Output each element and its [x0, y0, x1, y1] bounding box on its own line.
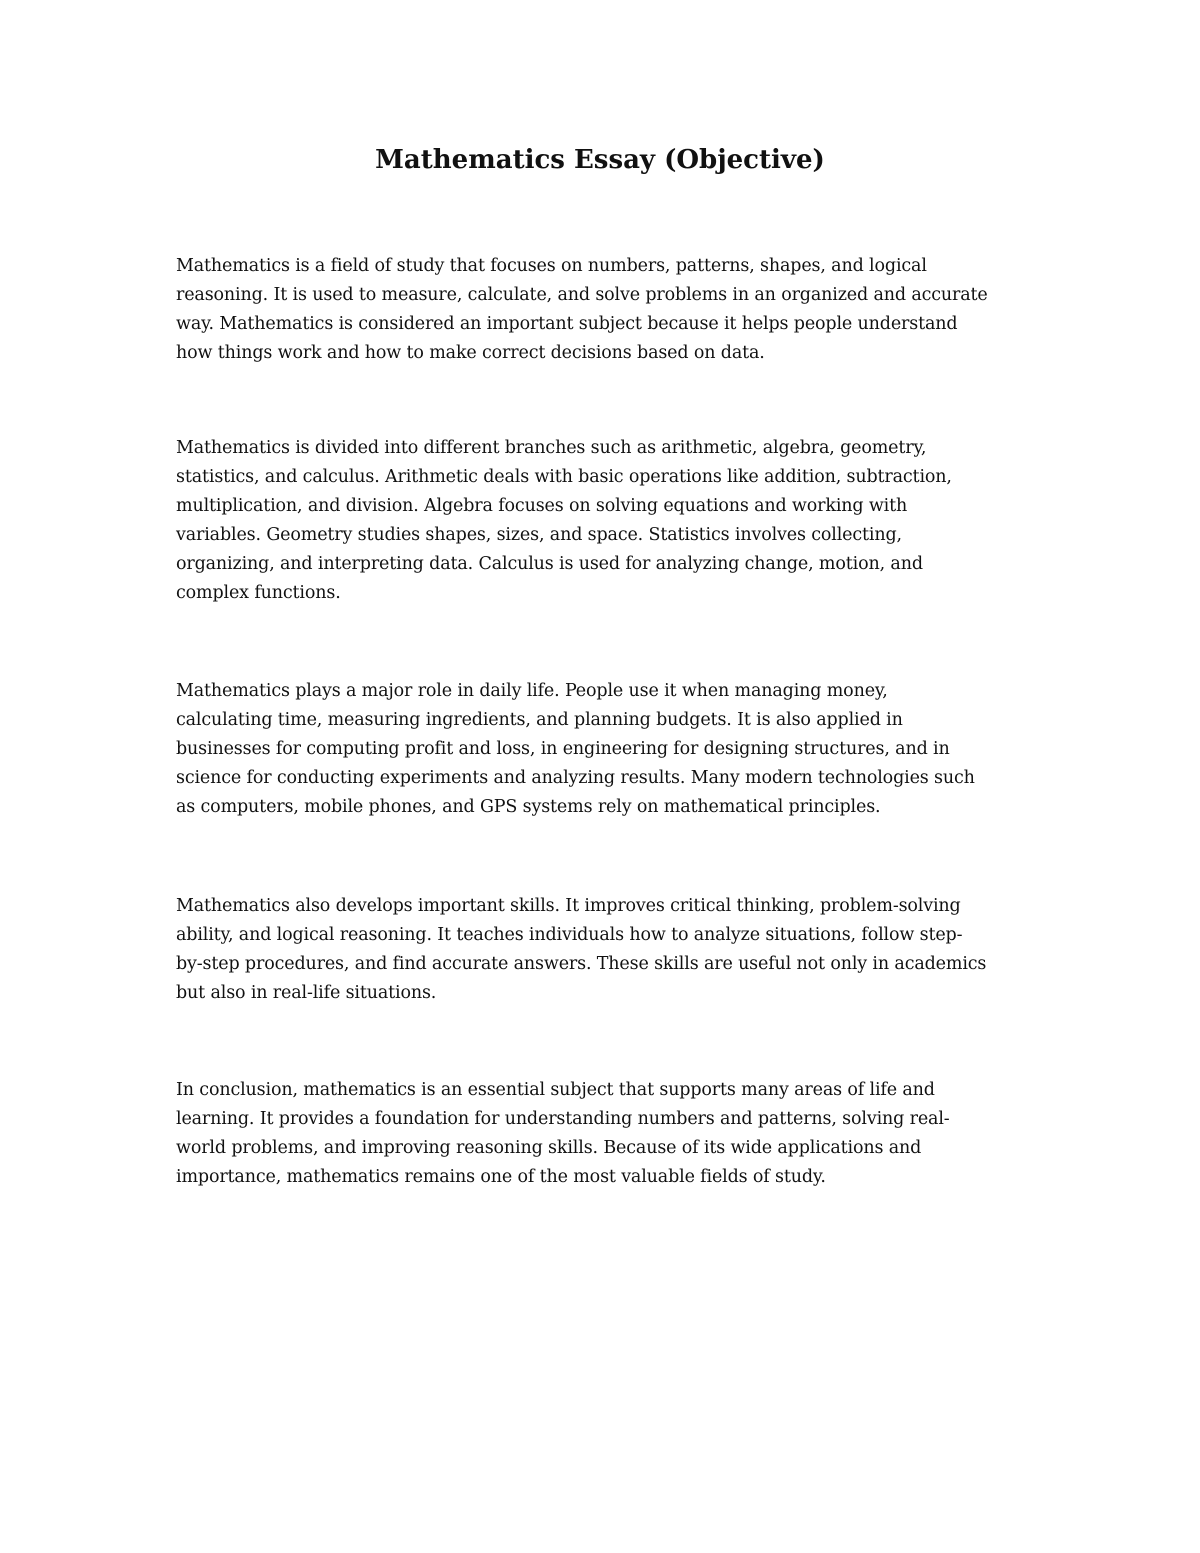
paragraph-daily-life	[176, 677, 1026, 822]
text-line: Mathematics plays a major role in daily life. People use it when managing money,	[176, 681, 888, 701]
text-line: ability, and logical reasoning. It teaches individuals how to analyze situations, follow step-	[176, 925, 963, 945]
text-line: organizing, and interpreting data. Calculus is used for analyzing change, motion, and	[176, 554, 923, 574]
text-line: statistics, and calculus. Arithmetic deals with basic operations like addition, subtraction,	[176, 467, 952, 487]
text-line: importance, mathematics remains one of the most valuable fields of study.	[176, 1167, 826, 1187]
text-line: Mathematics also develops important skills. It improves critical thinking, problem-solving	[176, 896, 961, 916]
text-line: complex functions.	[176, 583, 341, 603]
paragraph-branches	[176, 434, 1026, 608]
text-line: reasoning. It is used to measure, calculate, and solve problems in an organized and accurate	[176, 285, 988, 305]
text-line: by-step procedures, and find accurate answers. These skills are useful not only in academics	[176, 954, 987, 974]
page-title: Mathematics Essay (Objective)	[375, 145, 825, 175]
text-line: way. Mathematics is considered an important subject because it helps people understand	[176, 314, 958, 334]
paragraph-text	[176, 892, 1026, 1008]
text-line: but also in real-life situations.	[176, 983, 437, 1003]
text-line: world problems, and improving reasoning skills. Because of its wide applications and	[176, 1138, 922, 1158]
text-line: learning. It provides a foundation for understanding numbers and patterns, solving real-	[176, 1109, 950, 1129]
text-line: science for conducting experiments and analyzing results. Many modern technologies such	[176, 768, 975, 788]
text-line: as computers, mobile phones, and GPS systems rely on mathematical principles.	[176, 797, 881, 817]
text-line: Mathematics is divided into different branches such as arithmetic, algebra, geometry,	[176, 438, 927, 458]
paragraph-text	[176, 677, 1026, 822]
text-line: Mathematics is a field of study that focuses on numbers, patterns, shapes, and logical	[176, 256, 927, 276]
text-line: businesses for computing profit and loss, in engineering for designing structures, and in	[176, 739, 950, 759]
paragraph-skills	[176, 892, 1026, 1008]
paragraph-text	[176, 434, 1026, 608]
paragraph-text	[176, 1076, 1026, 1192]
paragraph-conclusion	[176, 1076, 1026, 1192]
paragraph-definition	[176, 252, 1026, 368]
text-line: multiplication, and division. Algebra focuses on solving equations and working with	[176, 496, 908, 516]
text-line: variables. Geometry studies shapes, sizes, and space. Statistics involves collecting,	[176, 525, 902, 545]
text-line: how things work and how to make correct decisions based on data.	[176, 343, 765, 363]
paragraph-text	[176, 252, 1026, 368]
text-line: calculating time, measuring ingredients, and planning budgets. It is also applied in	[176, 710, 903, 730]
text-line: In conclusion, mathematics is an essential subject that supports many areas of life and	[176, 1080, 935, 1100]
